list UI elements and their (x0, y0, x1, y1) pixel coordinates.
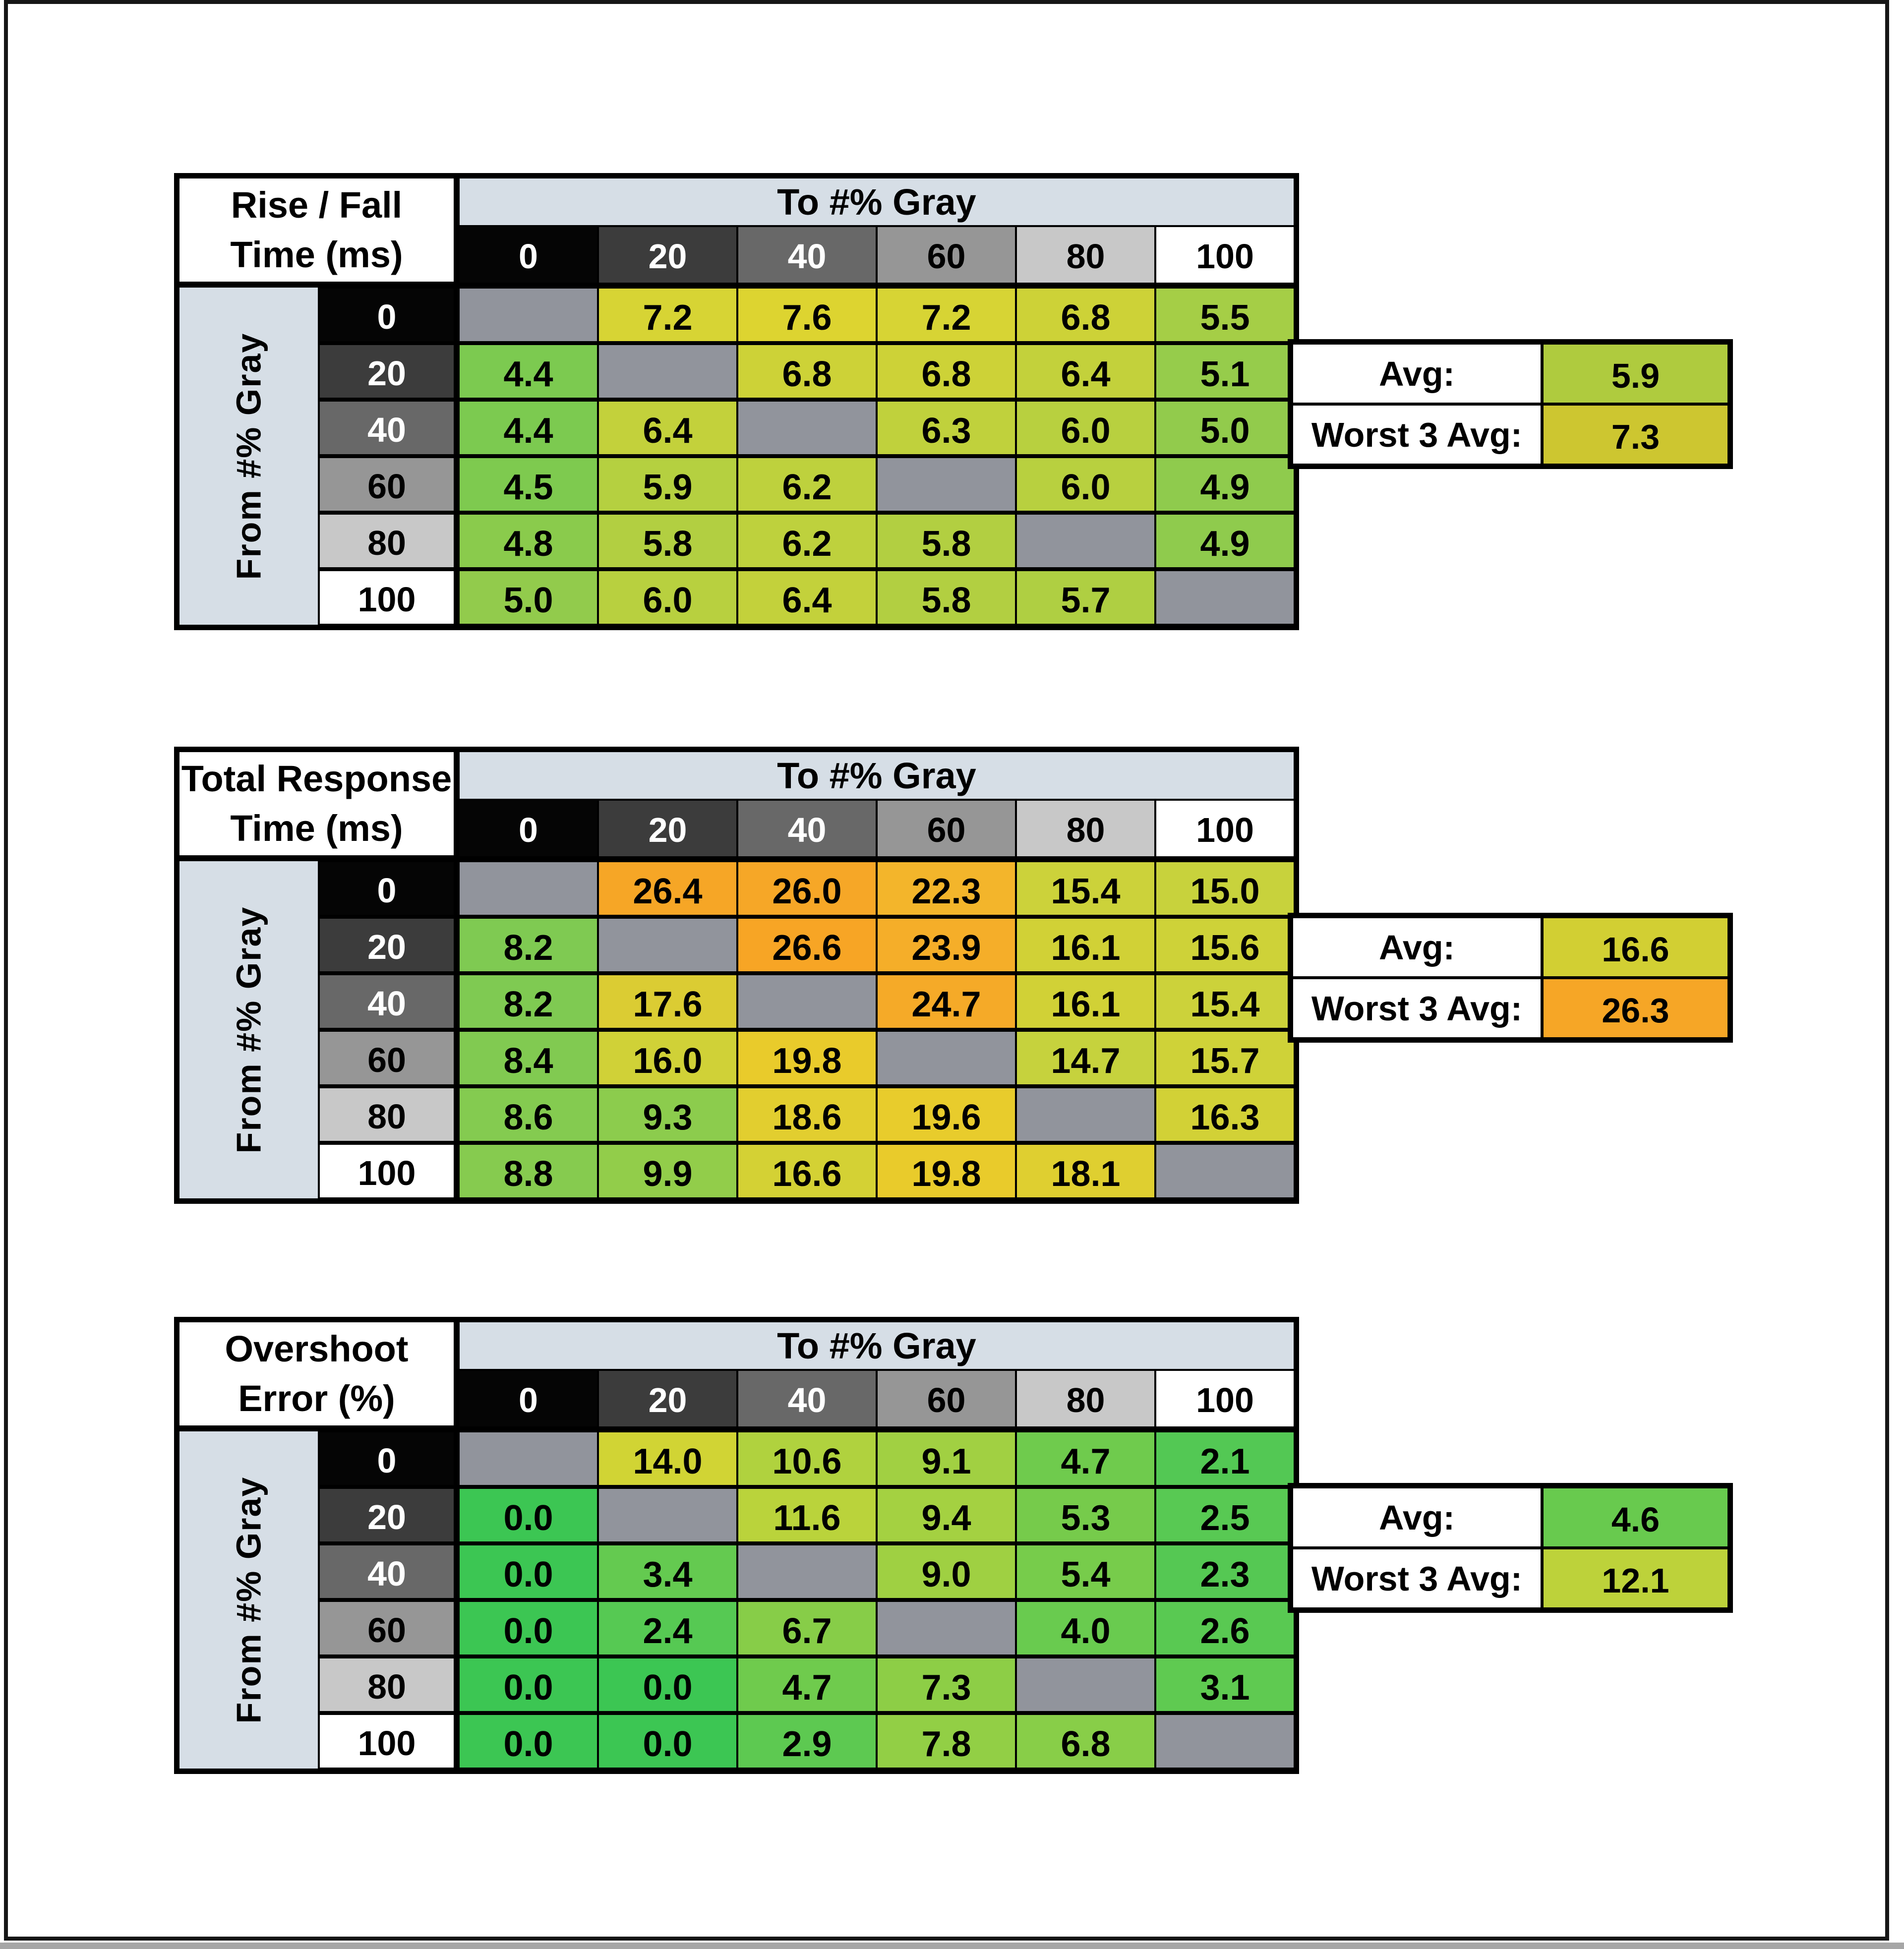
from-gray-axis-header-text: From #% Gray (229, 906, 268, 1154)
data-cell: 4.9 (1155, 513, 1295, 569)
table-title (178, 177, 459, 287)
diagonal-blank-cell (459, 287, 598, 343)
diagonal-blank-cell (459, 1430, 598, 1487)
data-cell: 9.3 (598, 1086, 737, 1143)
data-cell: 15.0 (1155, 860, 1295, 917)
row-label-gray-100: 100 (319, 1143, 459, 1199)
row-label-gray-20: 20 (319, 1487, 459, 1543)
window-edge-strip (0, 1943, 1904, 1949)
data-cell: 14.7 (1016, 1030, 1155, 1086)
data-cell: 6.7 (737, 1600, 877, 1656)
diagonal-blank-cell (598, 343, 737, 400)
table-title-line1: Total Response (181, 758, 452, 799)
data-cell: 6.4 (737, 569, 877, 626)
data-cell: 0.0 (598, 1656, 737, 1713)
data-cell: 8.6 (459, 1086, 598, 1143)
data-cell: 5.3 (1016, 1487, 1155, 1543)
diagonal-blank-cell (1016, 1086, 1155, 1143)
total-response-averages-block (1288, 913, 1733, 1043)
row-label-gray-100: 100 (319, 1713, 459, 1770)
data-cell: 23.9 (877, 917, 1016, 973)
data-cell: 4.5 (459, 456, 598, 513)
row-label-gray-0: 0 (319, 287, 459, 343)
diagonal-blank-cell (877, 1600, 1016, 1656)
worst-avg-value: 26.3 (1542, 978, 1729, 1039)
data-cell: 5.9 (598, 456, 737, 513)
data-cell: 16.0 (598, 1030, 737, 1086)
col-header-gray-60: 60 (877, 226, 1016, 287)
total-response-time-table (174, 747, 1299, 1204)
diagonal-blank-cell (1155, 1143, 1295, 1199)
col-header-gray-40: 40 (737, 1370, 877, 1430)
diagonal-blank-cell (877, 1030, 1016, 1086)
data-cell: 18.1 (1016, 1143, 1155, 1199)
data-cell: 6.8 (877, 343, 1016, 400)
avg-label: Avg: (1292, 1487, 1542, 1548)
data-cell: 2.6 (1155, 1600, 1295, 1656)
data-cell: 17.6 (598, 973, 737, 1030)
diagonal-blank-cell (598, 917, 737, 973)
to-gray-axis-header: To #% Gray (459, 751, 1295, 800)
col-header-gray-20: 20 (598, 226, 737, 287)
data-cell: 6.0 (1016, 400, 1155, 456)
data-cell: 0.0 (459, 1487, 598, 1543)
data-cell: 6.0 (1016, 456, 1155, 513)
row-label-gray-100: 100 (319, 569, 459, 626)
row-label-gray-60: 60 (319, 1600, 459, 1656)
from-gray-axis-header-text: From #% Gray (229, 1476, 268, 1724)
data-cell: 6.8 (1016, 1713, 1155, 1770)
data-cell: 16.1 (1016, 917, 1155, 973)
row-label-gray-40: 40 (319, 400, 459, 456)
row-label-gray-80: 80 (319, 1086, 459, 1143)
data-cell: 5.8 (877, 569, 1016, 626)
col-header-gray-0: 0 (459, 226, 598, 287)
to-gray-axis-header: To #% Gray (459, 1321, 1295, 1370)
data-cell: 8.2 (459, 917, 598, 973)
data-cell: 19.8 (877, 1143, 1016, 1199)
data-cell: 16.6 (737, 1143, 877, 1199)
data-cell: 19.8 (737, 1030, 877, 1086)
data-cell: 6.4 (598, 400, 737, 456)
data-cell: 5.1 (1155, 343, 1295, 400)
data-cell: 7.2 (598, 287, 737, 343)
rise-fall-time-table (174, 173, 1299, 630)
col-header-gray-20: 20 (598, 1370, 737, 1430)
col-header-gray-100: 100 (1155, 226, 1295, 287)
diagonal-blank-cell (737, 1543, 877, 1600)
table-title-line2: Error (%) (238, 1378, 395, 1419)
avg-value: 5.9 (1542, 343, 1729, 404)
data-cell: 5.0 (1155, 400, 1295, 456)
data-cell: 9.9 (598, 1143, 737, 1199)
data-cell: 5.7 (1016, 569, 1155, 626)
overshoot-averages-block (1288, 1483, 1733, 1613)
row-label-gray-0: 0 (319, 1430, 459, 1487)
data-cell: 26.0 (737, 860, 877, 917)
col-header-gray-40: 40 (737, 226, 877, 287)
diagonal-blank-cell (737, 973, 877, 1030)
data-cell: 3.1 (1155, 1656, 1295, 1713)
diagonal-blank-cell (737, 400, 877, 456)
data-cell: 5.0 (459, 569, 598, 626)
data-cell: 5.8 (598, 513, 737, 569)
from-gray-axis-header (178, 1430, 319, 1770)
row-label-gray-40: 40 (319, 973, 459, 1030)
row-label-gray-40: 40 (319, 1543, 459, 1600)
diagonal-blank-cell (1016, 513, 1155, 569)
row-label-gray-80: 80 (319, 1656, 459, 1713)
data-cell: 24.7 (877, 973, 1016, 1030)
data-cell: 0.0 (459, 1600, 598, 1656)
worst-avg-value: 12.1 (1542, 1548, 1729, 1609)
row-label-gray-20: 20 (319, 917, 459, 973)
col-header-gray-0: 0 (459, 800, 598, 860)
row-label-gray-60: 60 (319, 456, 459, 513)
from-gray-axis-header (178, 860, 319, 1199)
data-cell: 8.8 (459, 1143, 598, 1199)
data-cell: 15.4 (1155, 973, 1295, 1030)
col-header-gray-80: 80 (1016, 800, 1155, 860)
data-cell: 0.0 (459, 1713, 598, 1770)
rise-fall-averages-block (1288, 339, 1733, 469)
data-cell: 2.5 (1155, 1487, 1295, 1543)
data-cell: 15.4 (1016, 860, 1155, 917)
worst-avg-label: Worst 3 Avg: (1292, 404, 1542, 465)
data-cell: 5.5 (1155, 287, 1295, 343)
data-cell: 4.8 (459, 513, 598, 569)
col-header-gray-60: 60 (877, 1370, 1016, 1430)
data-cell: 9.0 (877, 1543, 1016, 1600)
data-cell: 0.0 (459, 1543, 598, 1600)
col-header-gray-40: 40 (737, 800, 877, 860)
data-cell: 0.0 (459, 1656, 598, 1713)
col-header-gray-60: 60 (877, 800, 1016, 860)
diagonal-blank-cell (1155, 569, 1295, 626)
data-cell: 6.2 (737, 456, 877, 513)
data-cell: 14.0 (598, 1430, 737, 1487)
data-cell: 4.0 (1016, 1600, 1155, 1656)
data-cell: 4.4 (459, 400, 598, 456)
table-title (178, 751, 459, 860)
data-cell: 0.0 (598, 1713, 737, 1770)
data-cell: 6.2 (737, 513, 877, 569)
data-cell: 4.7 (1016, 1430, 1155, 1487)
from-gray-axis-header (178, 287, 319, 626)
data-cell: 4.4 (459, 343, 598, 400)
data-cell: 3.4 (598, 1543, 737, 1600)
row-label-gray-0: 0 (319, 860, 459, 917)
to-gray-axis-header: To #% Gray (459, 177, 1295, 226)
data-cell: 15.6 (1155, 917, 1295, 973)
diagonal-blank-cell (459, 860, 598, 917)
table-title-line1: Rise / Fall (231, 184, 403, 226)
diagonal-blank-cell (877, 456, 1016, 513)
data-cell: 5.4 (1016, 1543, 1155, 1600)
overshoot-error-table (174, 1317, 1299, 1774)
avg-label: Avg: (1292, 917, 1542, 978)
col-header-gray-100: 100 (1155, 1370, 1295, 1430)
data-cell: 18.6 (737, 1086, 877, 1143)
data-cell: 8.4 (459, 1030, 598, 1086)
worst-avg-label: Worst 3 Avg: (1292, 1548, 1542, 1609)
from-gray-axis-header-text: From #% Gray (229, 332, 268, 580)
data-cell: 6.8 (1016, 287, 1155, 343)
data-cell: 6.0 (598, 569, 737, 626)
worst-avg-value: 7.3 (1542, 404, 1729, 465)
data-cell: 11.6 (737, 1487, 877, 1543)
row-label-gray-60: 60 (319, 1030, 459, 1086)
avg-value: 16.6 (1542, 917, 1729, 978)
data-cell: 9.4 (877, 1487, 1016, 1543)
worst-avg-label: Worst 3 Avg: (1292, 978, 1542, 1039)
data-cell: 7.6 (737, 287, 877, 343)
data-cell: 15.7 (1155, 1030, 1295, 1086)
table-title (178, 1321, 459, 1430)
data-cell: 7.8 (877, 1713, 1016, 1770)
row-label-gray-80: 80 (319, 513, 459, 569)
data-cell: 2.9 (737, 1713, 877, 1770)
data-cell: 6.4 (1016, 343, 1155, 400)
data-cell: 2.4 (598, 1600, 737, 1656)
table-title-line2: Time (ms) (230, 808, 403, 849)
diagonal-blank-cell (1016, 1656, 1155, 1713)
data-cell: 6.8 (737, 343, 877, 400)
data-cell: 4.7 (737, 1656, 877, 1713)
data-cell: 26.6 (737, 917, 877, 973)
data-cell: 26.4 (598, 860, 737, 917)
diagonal-blank-cell (1155, 1713, 1295, 1770)
col-header-gray-100: 100 (1155, 800, 1295, 860)
data-cell: 10.6 (737, 1430, 877, 1487)
table-title-line1: Overshoot (225, 1328, 409, 1369)
data-cell: 16.3 (1155, 1086, 1295, 1143)
col-header-gray-20: 20 (598, 800, 737, 860)
data-cell: 19.6 (877, 1086, 1016, 1143)
data-cell: 9.1 (877, 1430, 1016, 1487)
data-cell: 2.3 (1155, 1543, 1295, 1600)
col-header-gray-0: 0 (459, 1370, 598, 1430)
data-cell: 7.2 (877, 287, 1016, 343)
col-header-gray-80: 80 (1016, 1370, 1155, 1430)
data-cell: 6.3 (877, 400, 1016, 456)
data-cell: 22.3 (877, 860, 1016, 917)
data-cell: 4.9 (1155, 456, 1295, 513)
diagonal-blank-cell (598, 1487, 737, 1543)
row-label-gray-20: 20 (319, 343, 459, 400)
data-cell: 2.1 (1155, 1430, 1295, 1487)
data-cell: 16.1 (1016, 973, 1155, 1030)
data-cell: 7.3 (877, 1656, 1016, 1713)
col-header-gray-80: 80 (1016, 226, 1155, 287)
data-cell: 8.2 (459, 973, 598, 1030)
avg-value: 4.6 (1542, 1487, 1729, 1548)
data-cell: 5.8 (877, 513, 1016, 569)
avg-label: Avg: (1292, 343, 1542, 404)
table-title-line2: Time (ms) (230, 234, 403, 275)
